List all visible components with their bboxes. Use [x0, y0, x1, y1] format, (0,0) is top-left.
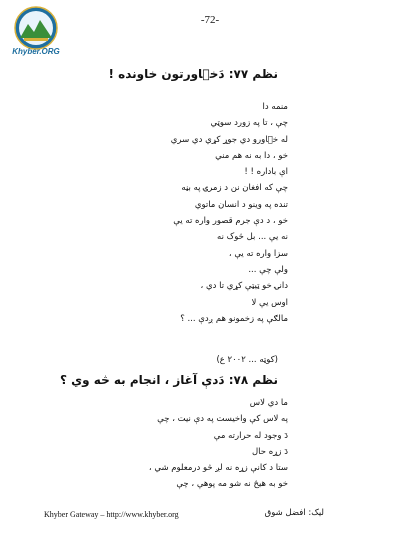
poem-line: اوس يې لا — [251, 297, 288, 308]
poem-line: ستا د کانې زړه نه لږ څو درمعلوم شي ، — [148, 463, 288, 474]
poem-line: نه يې ... بل څوک نه — [217, 232, 288, 243]
poem-line: اې باداره ! ! — [244, 167, 288, 178]
poem-78-body — [149, 395, 288, 493]
poem-line: له خٙاورو دي جوړ کړي دي سري — [170, 134, 288, 145]
poem-line: دَ زړه حال — [251, 446, 288, 457]
poem-line: دَ وجود له حرارته مې — [213, 430, 288, 441]
footer-author: ليک: افضل شوق — [264, 508, 324, 518]
poem-line: دانۍ خو ټيټې کړي تا دي ، — [200, 281, 288, 292]
poem-line: خو ، دا به نه هم مني — [215, 150, 288, 161]
poem-line: سزا واره ته يې ، — [228, 248, 288, 259]
poem-line: په لاس کې واخيست په دې نيت ، چې — [157, 414, 288, 425]
poem-line: چې ، تا په زورد سوټي — [210, 118, 288, 129]
logo-label: Khyber.ORG — [12, 47, 60, 56]
poem-line: چې که افغان نن د زمرۍ په بڼه — [181, 183, 288, 194]
poem-line: ولې چې ... — [248, 264, 288, 275]
poem-78-title: نظم ۷۸: دَدې آغاز ، انجام به څه وي ؟ — [60, 373, 278, 387]
poem-line: ما دي لاس — [249, 398, 288, 408]
footer-website: Khyber Gateway – http://www.khyber.org — [44, 510, 179, 519]
poem-line: خو ، د دې جرم قصور واره ته يې — [173, 216, 288, 227]
poem-line: منمه دا — [262, 102, 288, 112]
poem-77-title: نظم ۷۷: دَخٙاورتون خاونده ! — [108, 67, 278, 81]
page-number: -72- — [200, 14, 220, 26]
poem-77-body — [171, 99, 288, 327]
poem-77-date: (کوټه ... ۲۰۰۲ ع) — [216, 355, 278, 365]
poem-line: مالګې په زخمونو هم ږدې ... ؟ — [180, 313, 288, 324]
poem-line: خو به هيڅ نه شو مه پوهې ، چې — [176, 479, 288, 490]
poem-line: تنده په وينو د انسان ماتوي — [194, 199, 288, 210]
